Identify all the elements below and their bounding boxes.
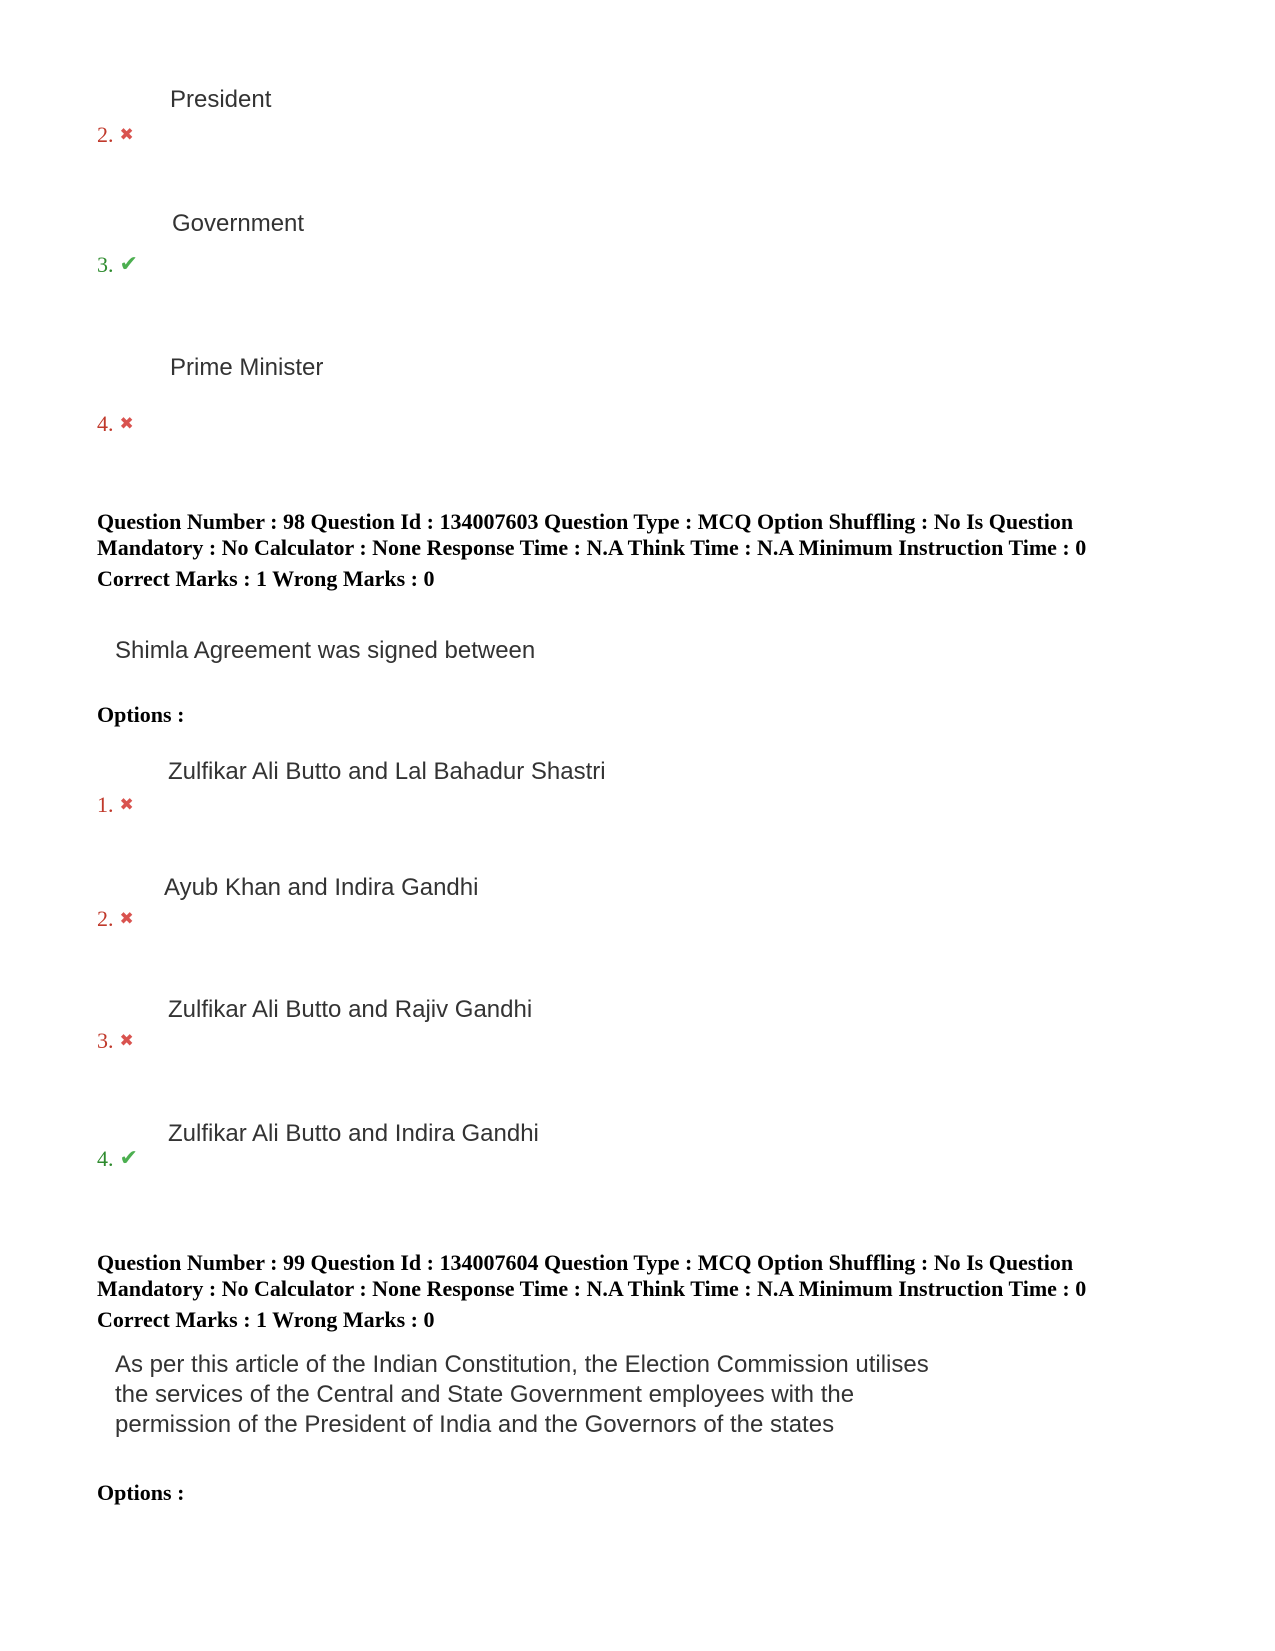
question-text-line: permission of the President of India and the Governors of the states <box>115 1411 835 1438</box>
option-marker <box>97 908 134 930</box>
cross-icon: ✖ <box>119 908 134 929</box>
check-icon: ✔ <box>119 252 138 277</box>
option-number: 3. <box>97 1028 114 1053</box>
question-marks: Correct Marks : 1 Wrong Marks : 0 <box>97 1307 435 1332</box>
option-text: Prime Minister <box>170 354 324 381</box>
option-text: Government <box>172 210 305 237</box>
option-marker <box>97 124 134 146</box>
option-number: 2. <box>97 122 114 147</box>
question-text-line: Shimla Agreement was signed between <box>115 637 536 664</box>
cross-icon: ✖ <box>119 794 134 815</box>
check-icon: ✔ <box>119 1146 138 1171</box>
question-meta-line: Question Number : 99 Question Id : 134007604 Question Type : MCQ Option Shuffling : No Is Question <box>97 1250 1074 1275</box>
question-meta-line: Mandatory : No Calculator : None Response Time : N.A Think Time : N.A Minimum Instruction Time : 0 <box>97 1276 1087 1301</box>
question-text-line: As per this article of the Indian Constitution, the Election Commission utilises <box>115 1351 929 1378</box>
option-text: President <box>170 86 272 113</box>
option-text: Ayub Khan and Indira Gandhi <box>164 874 479 901</box>
question-meta <box>97 1250 1217 1333</box>
option-marker <box>97 254 138 276</box>
question-meta <box>97 509 1217 592</box>
options-label: Options : <box>97 702 185 727</box>
option-marker <box>97 1148 138 1170</box>
cross-icon: ✖ <box>119 124 134 145</box>
option-text: Zulfikar Ali Butto and Rajiv Gandhi <box>168 996 533 1023</box>
option-marker <box>97 794 134 816</box>
options-label: Options : <box>97 1480 185 1505</box>
question-meta-line: Mandatory : No Calculator : None Response Time : N.A Think Time : N.A Minimum Instruction Time : 0 <box>97 535 1087 560</box>
option-marker <box>97 1030 134 1052</box>
option-number: 2. <box>97 906 114 931</box>
option-text: Zulfikar Ali Butto and Indira Gandhi <box>168 1120 539 1147</box>
option-number: 4. <box>97 411 114 436</box>
option-marker <box>97 413 134 435</box>
option-text: Zulfikar Ali Butto and Lal Bahadur Shastri <box>168 758 606 785</box>
cross-icon: ✖ <box>119 1030 134 1051</box>
question-text-line: the services of the Central and State Government employees with the <box>115 1381 855 1408</box>
question-meta-line: Question Number : 98 Question Id : 134007603 Question Type : MCQ Option Shuffling : No Is Question <box>97 509 1074 534</box>
question-text <box>115 636 535 666</box>
option-number: 1. <box>97 792 114 817</box>
cross-icon: ✖ <box>119 413 134 434</box>
option-number: 4. <box>97 1146 114 1171</box>
question-text <box>115 1350 929 1440</box>
option-number: 3. <box>97 252 114 277</box>
question-marks: Correct Marks : 1 Wrong Marks : 0 <box>97 566 435 591</box>
